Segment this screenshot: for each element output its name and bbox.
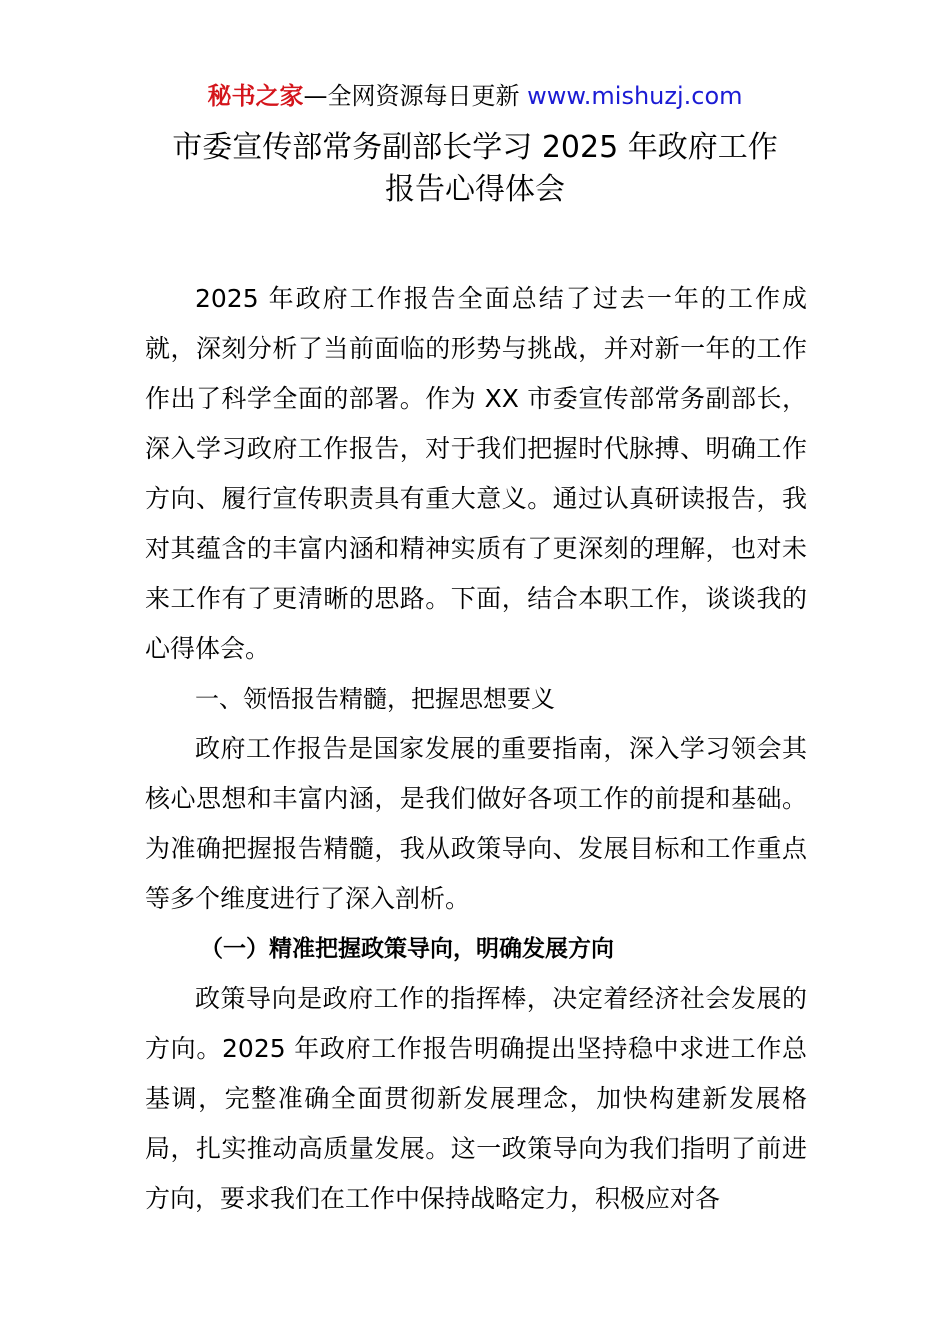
document-title <box>0 127 950 211</box>
section-heading-1: 一、领悟报告精髓，把握思想要义 <box>195 685 555 713</box>
title-line-1: 市委宣传部常务副部长学习 2025 年政府工作 <box>172 130 778 165</box>
document-body <box>145 274 807 1224</box>
header-tagline: —全网资源每日更新 <box>303 82 520 110</box>
brand-name: 秘书之家 <box>207 82 304 110</box>
title-line-2: 报告心得体会 <box>385 172 565 207</box>
subsection-paragraph-1: 政策导向是政府工作的指挥棒，决定着经济社会发展的方向。2025 年政府工作报告明确提出坚持稳中求进工作总基调，完整准确全面贯彻新发展理念，加快构建新发展格局，扎实推动高质量发展。这一政策导向为我们指明了前进方向，要求我们在工作中保持战略定力，积极应对各 <box>145 984 807 1213</box>
site-url[interactable]: www.mishuzj.com <box>527 82 743 110</box>
section-paragraph-1: 政府工作报告是国家发展的重要指南，深入学习领会其核心思想和丰富内涵，是我们做好各项工作的前提和基础。为准确把握报告精髓，我从政策导向、发展目标和工作重点等多个维度进行了深入剖析。 <box>145 734 807 913</box>
subsection-heading-1: （一）精准把握政策导向，明确发展方向 <box>200 936 614 962</box>
site-header <box>0 80 950 112</box>
intro-paragraph: 2025 年政府工作报告全面总结了过去一年的工作成就，深刻分析了当前面临的形势与挑战，并对新一年的工作作出了科学全面的部署。作为 XX 市委宣传部常务副部长，深入学习政府工作报告，对于我们把握时代脉搏、明确工作方向、履行宣传职责具有重大意义。通过认真研读报告，我对其蕴含的丰富内涵和精神实质有了更深刻的理解，也对未来工作有了更清晰的思路。下面，结合本职工作，谈谈我的心得体会。 <box>145 284 807 663</box>
